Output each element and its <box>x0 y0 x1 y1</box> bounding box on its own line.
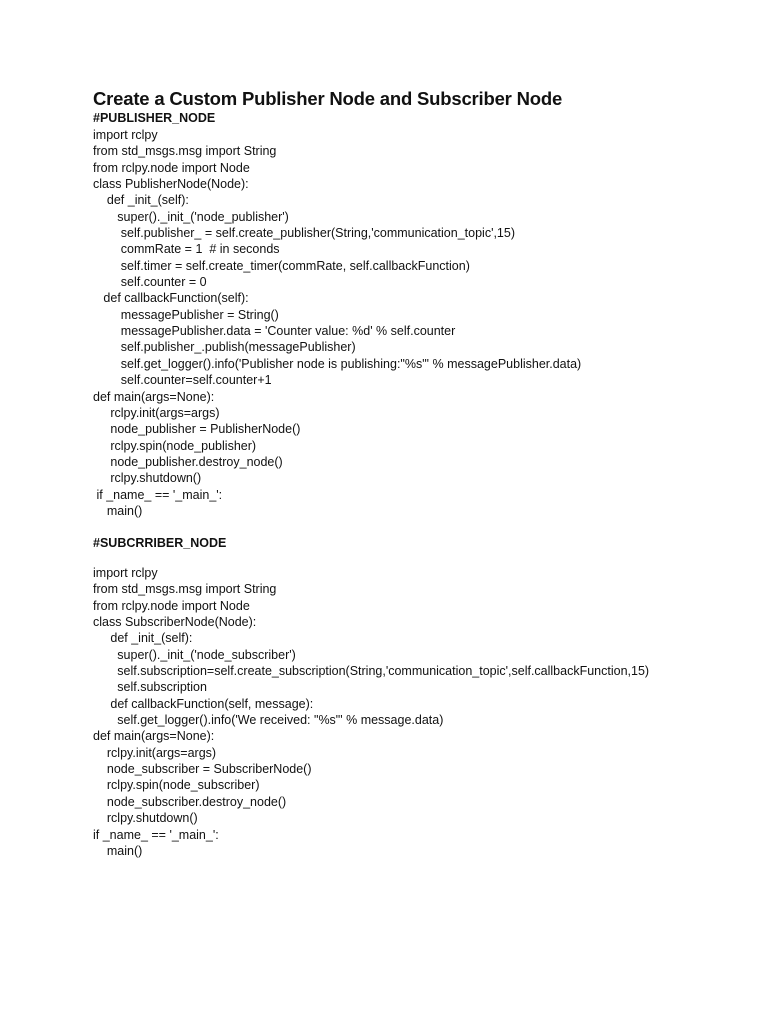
code-line: rclpy.init(args=args) <box>93 745 217 760</box>
code-line: def main(args=None): <box>93 389 215 404</box>
publisher-code-block <box>93 127 581 519</box>
code-line: def _init_(self): <box>93 193 189 208</box>
publisher-section-heading: #PUBLISHER_NODE <box>93 111 216 125</box>
code-line: if _name_ == '_main_': <box>93 827 219 842</box>
code-line: self.counter=self.counter+1 <box>93 373 272 388</box>
code-line: from rclpy.node import Node <box>93 598 250 613</box>
code-line: commRate = 1 # in seconds <box>93 242 280 257</box>
code-line: self.timer = self.create_timer(commRate, self.callbackFunction) <box>93 258 470 273</box>
code-line: self.subscription=self.create_subscription(String,'communication_topic',self.callbackFunction,15) <box>93 664 650 679</box>
code-line: rclpy.spin(node_publisher) <box>93 438 257 453</box>
code-line: messagePublisher.data = 'Counter value: %d' % self.counter <box>93 324 456 339</box>
document-title: Create a Custom Publisher Node and Subscriber Node <box>93 88 563 109</box>
code-line: rclpy.spin(node_subscriber) <box>93 778 260 793</box>
code-line: self.get_logger().info('We received: "%s"' % message.data) <box>93 713 444 728</box>
code-line: def callbackFunction(self): <box>93 291 249 306</box>
code-line: node_subscriber.destroy_node() <box>93 794 287 809</box>
code-line: class SubscriberNode(Node): <box>93 615 257 630</box>
code-line: rclpy.init(args=args) <box>93 405 220 420</box>
code-line: self.get_logger().info('Publisher node is publishing:"%s"' % messagePublisher.data) <box>93 356 582 371</box>
code-line: self.subscription <box>93 680 207 695</box>
code-line: def _init_(self): <box>93 631 193 646</box>
code-line: super()._init_('node_publisher') <box>93 209 289 224</box>
code-line: node_subscriber = SubscriberNode() <box>93 762 312 777</box>
code-line: main() <box>93 843 143 858</box>
code-line: self.counter = 0 <box>93 275 207 290</box>
subscriber-section-heading: #SUBCRRIBER_NODE <box>93 536 227 550</box>
code-line: self.publisher_ = self.create_publisher(String,'communication_topic',15) <box>93 226 515 241</box>
code-line: def callbackFunction(self, message): <box>93 696 314 711</box>
code-line: class PublisherNode(Node): <box>93 177 249 192</box>
code-line: if _name_ == '_main_': <box>93 487 223 502</box>
code-line: from rclpy.node import Node <box>93 160 250 175</box>
code-line: node_publisher.destroy_node() <box>93 454 283 469</box>
code-line: def main(args=None): <box>93 729 215 744</box>
code-line: super()._init_('node_subscriber') <box>93 647 296 662</box>
subscriber-code-block <box>93 565 649 859</box>
code-line: from std_msgs.msg import String <box>93 144 277 159</box>
code-line: self.publisher_.publish(messagePublisher) <box>93 340 356 355</box>
code-line: import rclpy <box>93 128 158 142</box>
code-line: rclpy.shutdown() <box>93 471 202 486</box>
code-line: rclpy.shutdown() <box>93 811 198 826</box>
code-line: from std_msgs.msg import String <box>93 582 277 597</box>
code-line: node_publisher = PublisherNode() <box>93 422 301 437</box>
code-line: messagePublisher = String() <box>93 307 279 322</box>
code-line: main() <box>93 503 143 518</box>
code-line: import rclpy <box>93 566 158 580</box>
